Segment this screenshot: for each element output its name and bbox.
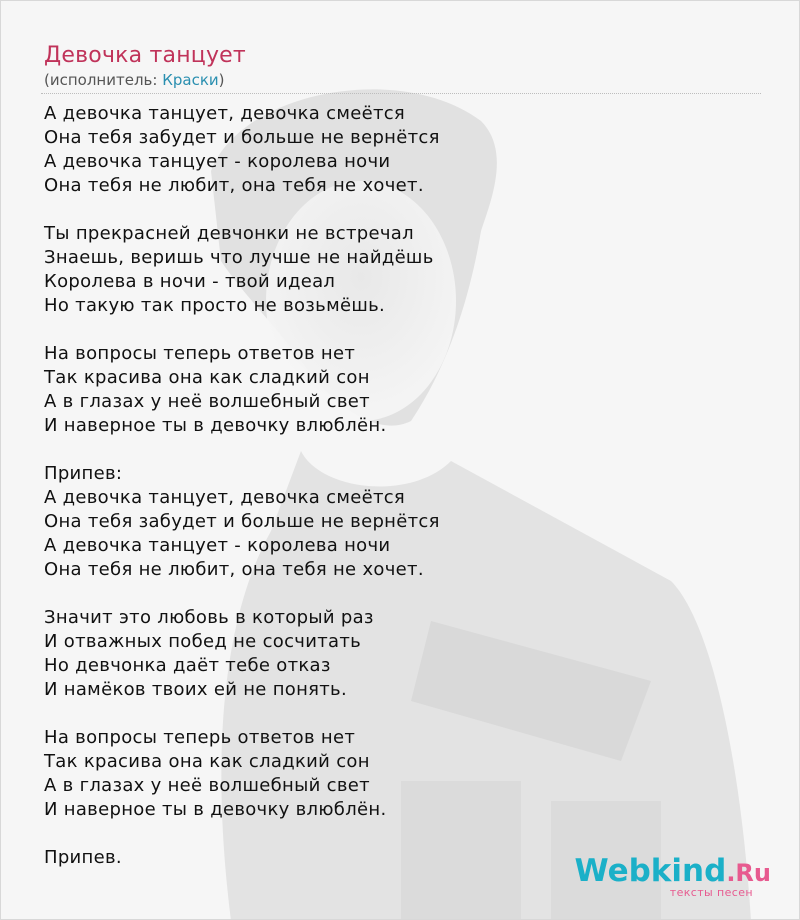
lyric-line: Она тебя не любит, она тебя не хочет. (44, 559, 424, 580)
logo-tagline: тексты песен (669, 886, 753, 899)
lyric-line: И наверное ты в девочку влюблён. (44, 799, 387, 820)
artist-line (44, 71, 224, 89)
stanza (44, 606, 440, 702)
lyric-line: Она тебя забудет и больше не вернётся (44, 511, 440, 532)
title-divider (41, 93, 761, 94)
chorus-label: Припев: (44, 463, 123, 484)
stanza-chorus (44, 462, 440, 582)
lyric-line: Знаешь, веришь что лучше не найдёшь (44, 247, 434, 268)
lyric-line: Но девчонка даёт тебе отказ (44, 655, 331, 676)
lyric-line: Королева в ночи - твой идеал (44, 271, 336, 292)
lyric-line: А девочка танцует, девочка смеётся (44, 487, 406, 508)
site-logo[interactable] (575, 854, 772, 899)
artist-suffix: ) (218, 71, 225, 89)
lyric-line: Ты прекрасней девчонки не встречал (44, 223, 414, 244)
lyric-line: Но такую так просто не возьмёшь. (44, 295, 386, 316)
lyric-line: И отважных побед не сосчитать (44, 631, 362, 652)
lyric-line: А девочка танцует, девочка смеётся (44, 103, 406, 124)
chorus-repeat-label: Припев. (44, 847, 122, 868)
logo-name: Webkind (574, 853, 727, 889)
stanza (44, 342, 440, 438)
artist-prefix: (исполнитель: (44, 71, 163, 89)
artist-link[interactable]: Краски (162, 71, 219, 89)
lyric-line: Так красива она как сладкий сон (44, 751, 370, 772)
lyric-line: А в глазах у неё волшебный свет (44, 391, 370, 412)
lyric-line: Так красива она как сладкий сон (44, 367, 370, 388)
logo-wordmark (575, 854, 772, 890)
lyric-line: На вопросы теперь ответов нет (44, 343, 356, 364)
lyric-line: Значит это любовь в который раз (44, 607, 374, 628)
lyric-line: А в глазах у неё волшебный свет (44, 775, 370, 796)
lyric-line: Она тебя не любит, она тебя не хочет. (44, 175, 424, 196)
stanza (44, 222, 440, 318)
lyric-line: И наверное ты в девочку влюблён. (44, 415, 387, 436)
lyric-line: На вопросы теперь ответов нет (44, 727, 356, 748)
stanza (44, 102, 440, 198)
lyrics-body (44, 102, 440, 894)
lyric-line: А девочка танцует - королева ночи (44, 535, 391, 556)
lyric-line: И намёков твоих ей не понять. (44, 679, 347, 700)
stanza (44, 726, 440, 822)
stanza-final (44, 846, 440, 870)
lyric-line: Она тебя забудет и больше не вернётся (44, 127, 440, 148)
song-title: Девочка танцует (44, 43, 246, 68)
logo-tld: .Ru (726, 859, 771, 887)
lyric-line: А девочка танцует - королева ночи (44, 151, 391, 172)
